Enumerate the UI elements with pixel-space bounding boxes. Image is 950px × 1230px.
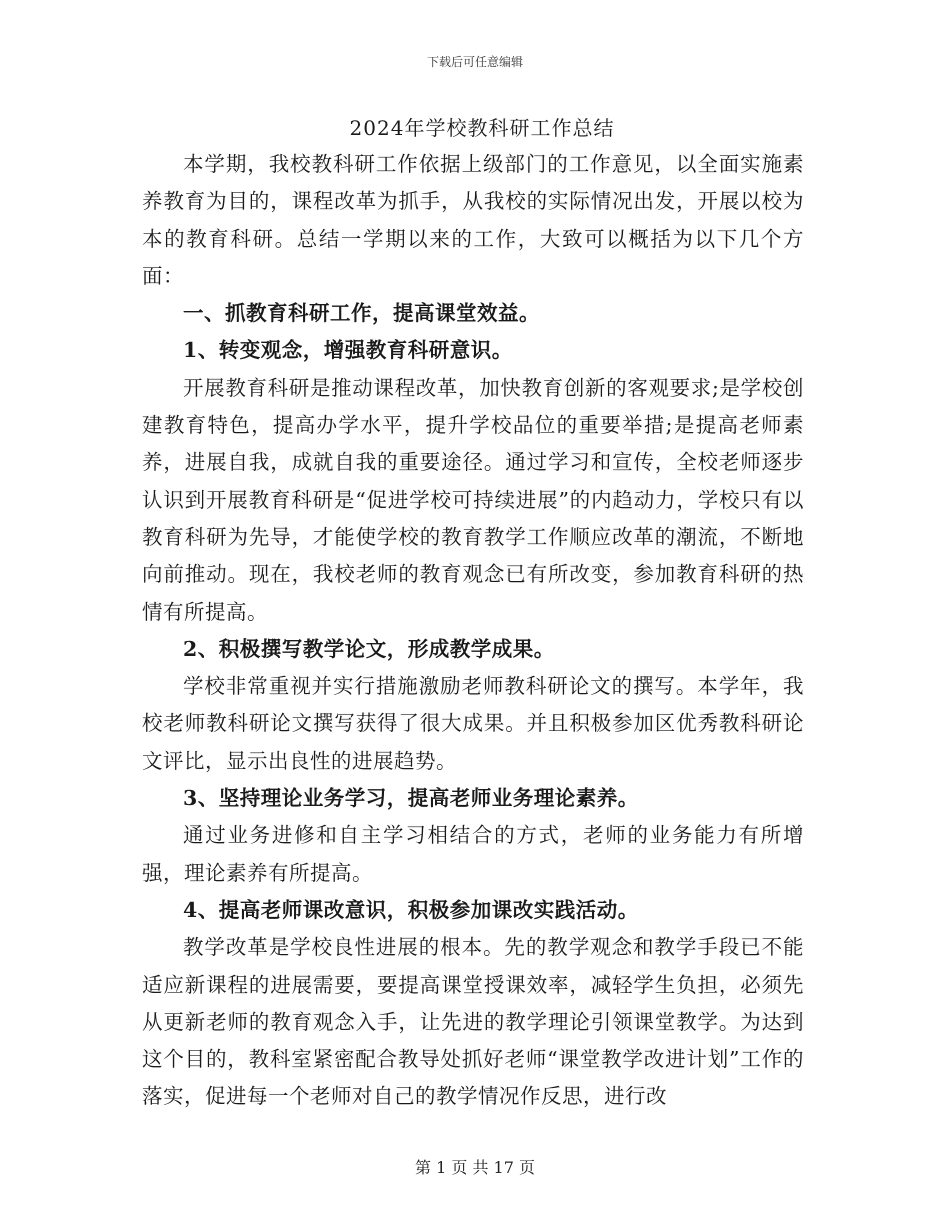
paragraph-2: 学校非常重视并实行措施激励老师教科研论文的撰写。本学年，我校老师教科研论文撰写获得了很大成果。并且积极参加区优秀教科研论文评比，显示出良性的进展趋势。 — [142, 674, 804, 773]
subsection-heading-2: 2、积极撰写教学论文，形成教学成果。 — [183, 636, 555, 661]
subsection-heading-4: 4、提高老师课改意识，积极参加课改实践活动。 — [183, 897, 639, 922]
subsection-heading-3: 3、坚持理论业务学习，提高老师业务理论素养。 — [183, 786, 639, 811]
paragraph-3: 通过业务进修和自主学习相结合的方式，老师的业务能力有所增强，理论素养有所提高。 — [142, 823, 804, 885]
page-number: 第 1 页 共 17 页 — [415, 1158, 535, 1177]
paragraph-1: 开展教育科研是推动课程改革，加快教育创新的客观要求;是学校创建教育特色，提高办学水平，提升学校品位的重要举措;是提高老师素养，进展自我，成就自我的重要途径。通过学习和宣传，全校老师逐步认识到开展教育科研是“促进学校可持续进展”的内趋动力，学校只有以教育科研为先导，才能使学校的教育教学工作顺应改革的潮流，不断地向前推动。现在，我校老师的教育观念已有所改变，参加教育科研的热情有所提高。 — [142, 375, 804, 624]
subsection-heading-1: 1、转变观念，增强教育科研意识。 — [183, 338, 513, 363]
paragraph-intro: 本学期，我校教科研工作依据上级部门的工作意见，以全面实施素养教育为目的，课程改革为抓手，从我校的实际情况出发，开展以校为本的教育科研。总结一学期以来的工作，大致可以概括为以下几个方面： — [142, 152, 804, 288]
paragraph-4: 教学改革是学校良性进展的根本。先的教学观念和教学手段已不能适应新课程的进展需要，要提高课堂授课效率，减轻学生负担，必须先从更新老师的教育观念入手，让先进的教学理论引领课堂教学。为达到这个目的，教科室紧密配合教导处抓好老师“课堂教学改进计划”工作的落实，促进每一个老师对自己的教学情况作反思，进行改 — [142, 935, 804, 1109]
document-body — [142, 112, 804, 1116]
section-heading-1: 一、抓教育科研工作，提高课堂效益。 — [183, 301, 540, 326]
header-note: 下载后可任意编辑 — [426, 55, 523, 69]
document-title: 2024年学校教科研工作总结 — [349, 116, 615, 140]
